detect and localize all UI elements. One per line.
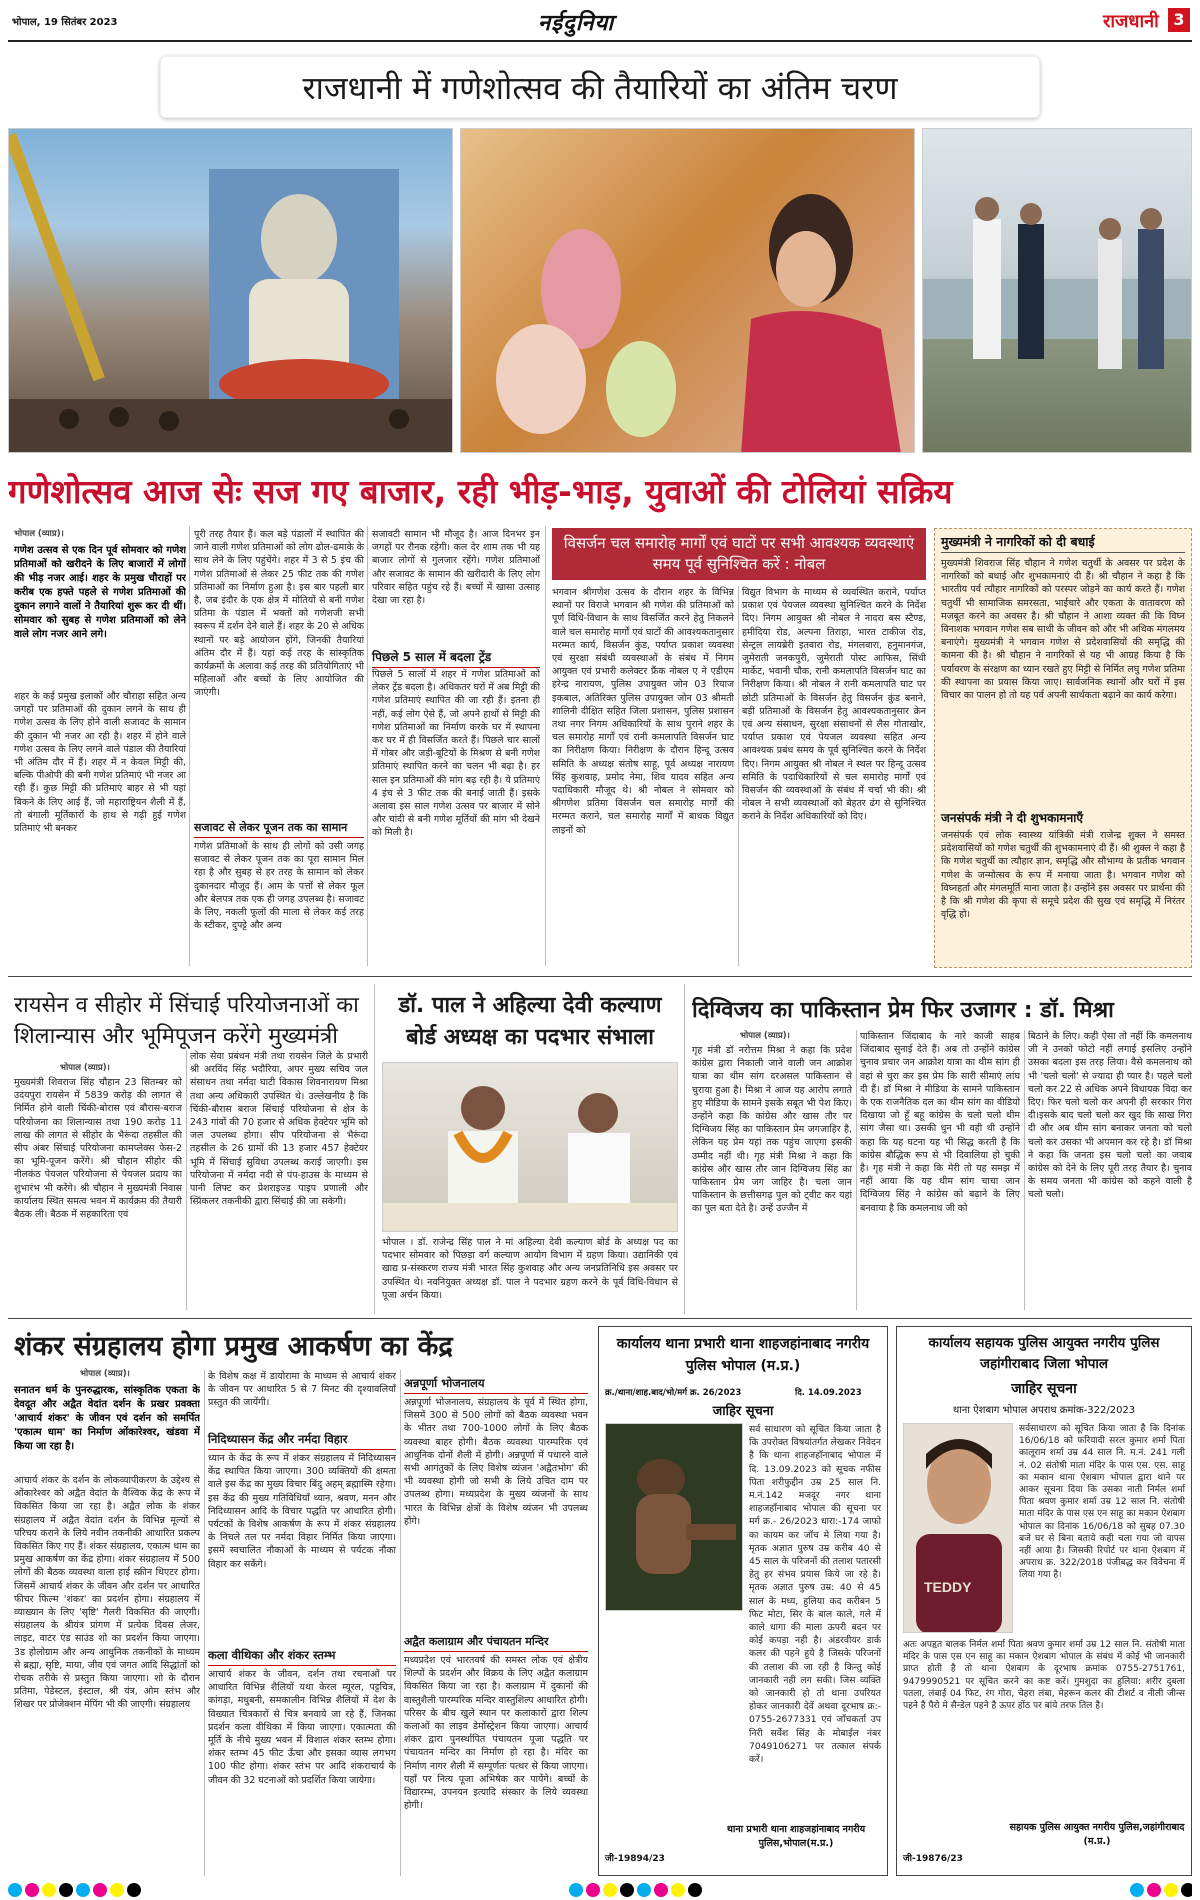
ganesh-idol-image bbox=[9, 129, 453, 453]
notice2-ref: थाना ऐशबाग भोपाल अपराध क्रमांक-322/2023 bbox=[952, 1405, 1136, 1416]
digvijay-col3: बिठाने के लिए। कही ऐसा तो नहीं कि कमलनाथ जी ने उनको फोटो नहीं लगाई इसलिए उन्होंने उसका बदला इस तरह लिया। वैसे कमलनाथ को भी 'चलो चलो' से ज्यादा ही प्यार है। पहले चलो चलो कर 22 से अधिक अपने विधायक विदा कर दिए। फिर चलो चलो कर अपनी ही सरकार गिरा दी।इसके बाद चलो चलो कर खुद कि साख गिरा दी और अब थीम सांग बनाकर जनता को चलो चलो कर उसका भी अपमान कर रहे है। डॉ मिश्रा ने कहा कि जनता इस चलो चलो का जवाब कांग्रेस को देने के लिए पूरी तरह तैयार है। चुनाव के समय जनता भी कांग्रेस को कहने वाली है चलो चलो। bbox=[1028, 1031, 1192, 1201]
lead-subhead-decor: सजावट से लेकर पूजन तक का सामान bbox=[194, 818, 364, 838]
lead-col2b: गणेश प्रतिमाओं के साथ ही लोगों को उसी जगह सजावट से लेकर पूजन तक का पूरा सामान मिल रहा है और सुबह से हर तरह के सामान को लेकर दुकानदार मौजूद हैं। आम के पत्तों से लेकर फूल और बेलपत्र तक एक ही जगह उपलब्ध है। सजावट के लिए, नकली फूलों की माला से लेकर कई तरह के स्टीकर, दुपट्टे और अन्य bbox=[194, 841, 364, 932]
notice1-date: दि. 14.09.2023 bbox=[795, 1388, 862, 1398]
banner bbox=[160, 56, 1040, 118]
lead-col2: पूरी तरह तैयार हैं। कल बड़े पंडालों में स्थापित की जाने वाली गणेश प्रतिमाओं को लोग ढोल-ढमाके के साथ लेने के लिए पहुंचेंगे। शहर में 3 से 5 इंच की गणेश प्रतिमाओं से लेकर 25 फीट तक की गणेश प्रतिमाओं का निर्माण हुआ है। इस बार पहली बार है, जब इंदौर के एक क्षेत्र में मोतियों से बनी गणेश प्रतिमा के पंडाल में भक्तों को गणेशजी सभी स्वरूप में दर्शन देने वाले हैं। शहर के 20 से अधिक स्थानों पर बड़े आयोजन होंगे, जिनकी तैयारियां अंतिम दौर में हैं। यहां कई तरह के सांस्कृतिक कार्यक्रमों के अलावा कई तरह की प्रतियोगिताएं भी महिलाओं और बच्चों के लिए आयोजित की जाएंगी। bbox=[194, 529, 364, 699]
shankar-col2b: ध्यान के केंद्र के रूप में शंकर संग्रहालय में निदिध्यासन केंद्र स्थापित किया जाएगा। 300 व्यक्तियों की क्षमता वाले इस केंद्र का मुख्य विचार बिंदु अहम् ब्रह्मास्मि रहेगा। इस केंद्र की मुख्य गतिविधियाँ ध्यान, श्रवण, मनन और निदिध्यासन आदि के विचार पद्धति पर आधारित होगी। पर्यटकों के विशेष आकर्षण के रूप में शंकर संग्रहालय के निचले तल पर नर्मदा विहार निर्मित किया जाएगा। इसमें स्वचालित नौकाओं के माध्यम से पर्यटक नौका विहार कर सकेंगे। bbox=[208, 1453, 396, 1570]
masthead bbox=[8, 4, 1192, 42]
shankar-dateline: भोपाल (व्याप्र)। bbox=[80, 1369, 130, 1379]
dateline: भोपाल, 19 सितंबर 2023 bbox=[12, 17, 118, 28]
lead-col3: सजावटी सामान भी मौजूद है। आज दिनभर इन जगहों पर रौनक रहेगी। कल देर शाम तक भी यह बाजार लोगों से गुलजार रहेंगे। गणेश प्रतिमाओं और सजावट के सामान की खरीदारी के लिए लोग परिवार सहित पहुंच रहे हैं। बच्चों में खासा उत्साह देखा जा रहा है। bbox=[372, 529, 540, 607]
notice1-ref: क्र./थाना/शाह.बाद/भो/मर्ग क्र. 26/2023 bbox=[605, 1388, 742, 1398]
photo-missing-boy bbox=[903, 1423, 1013, 1633]
lead-headline: गणेशोत्सव आज सेः सज गए बाजार, रही भीड़-भाड़, युवाओं की टोलियां सक्रिय bbox=[8, 472, 953, 511]
digvijay-headline: दिग्विजय का पाकिस्तान प्रेम फिर उजागर : डॉ. मिश्रा bbox=[692, 998, 1114, 1023]
notice2-office: कार्यालय सहायक पुलिस आयुक्त नगरीय पुलिस जहांगीराबाद जिला भोपाल bbox=[928, 1335, 1160, 1372]
digvijay-col2: पाकिस्तान जिंदाबाद के नारे काजी साहब जिंदाबाद सुनाई देते हैं। अब तो उन्होंने कांग्रेस चुनाव प्रचार जन आक्रोश यात्रा का थीम सांग ही वहां से चुरा कर इस प्रेम कि सारी सीमाएं लांघ दी हैं। डॉ मिश्रा ने मीडिया के सामने पाकिस्तान के एक राजनैतिक दल का थीम सांग का वीडियो दिखाया जो हूँ बहू कांग्रेस के चलो चलो थीम सांग जैसा था। उसकी धुन भी वही थी उन्होंने कहा कि यह घटना यह भी सिद्ध करती है कि कांग्रेस बौद्धिक रूप से भी दिवालिया हो चुकी है। गृह मंत्री ने कहा कि मेरी तो यह समझ में नहीं आया कि यह थीम सांग चाचा जान दिग्विजय सिंह ने कांग्रेस को बढ़ाने के लिए बनवाया है कि कमलनाथ जी को bbox=[860, 1031, 1020, 1214]
shankar-subhead-annapurna: अन्नपूर्णा भोजनालय bbox=[404, 1374, 588, 1394]
notice-shahjahanabad bbox=[598, 1326, 888, 1876]
digvijay-dateline: भोपाल (व्याप्र)। bbox=[740, 1031, 790, 1041]
photo-dr-pal bbox=[382, 1062, 678, 1232]
notice2-code: जी-19876/23 bbox=[903, 1854, 963, 1864]
banner-title: राजधानी में गणेशोत्सव की तैयारियों का अंतिम चरण bbox=[302, 68, 898, 107]
notice1-sign: थाना प्रभारी थाना शाहजहांनाबाद नगरीय पुलिस,भोपाल(म.प्र.) bbox=[726, 1824, 866, 1849]
raisen-headline: रायसेन व सीहोर में सिंचाई परियोजनाओं का शिलान्यास और भूमिपूजन करेंगे मुख्यमंत्री bbox=[14, 993, 359, 1049]
lead-dateline: भोपाल (व्याप्र)। bbox=[14, 529, 64, 539]
notice-jahangirabad bbox=[896, 1326, 1192, 1876]
notice2-body2: अतः अपहृत बालक निर्मल शर्मा पिता श्रवण कुमार शर्मा उम्र 12 साल नि. संतोषी माता मंदिर के पास एस एन साहू का मकान ऐशबाग भोपाल के संबंध में कोई भी जानकारी प्राप्त होती है तो थाना ऐशबाग के दूरभाष क्रमांक 0755-2751761, 9479990521 पर सूचित करने का कष्ट करें। गुमशुदा का हुलिया: शरीर दुबला पतला, लंबाई 04 फिट, रंग गोरा, चेहरा लंबा, मेहरून कलर की टीशर्ट व नीली जीन्स पहने है पैरो मे सैन्डेल पहने है ऊपर होंठ पर बांये तरफ तिल है। bbox=[903, 1640, 1185, 1712]
missing-boy-image bbox=[904, 1424, 1013, 1633]
lead-intro: गणेश उत्सव से एक दिन पूर्व सोमवार को गणेश प्रतिमाओं को खरीदने के लिए बाजारों में लोगों की भीड़ नजर आई। शहर के प्रमुख चौराहों पर करीब एक हफ्ते पहले से गणेश प्रतिमाओं की दुकान लगाने वालों ने तैयारियां शुरू कर दी थीं। सोमवार को सुबह से गणेश प्रतिमाओं को लेने वाले लोग नजर आने लगे। bbox=[14, 545, 186, 640]
officials-image bbox=[923, 129, 1192, 453]
lead-subhead-trend: पिछले 5 साल में बदला ट्रेंड bbox=[372, 646, 540, 668]
visarjan-col2: विद्युत विभाग के माध्यम से व्यवस्थित कराने, पर्याप्त प्रकाश एवं पेयजल व्यवस्था सुनिश्चित करने के निर्देश दिए। निगम आयुक्त श्री नोबल ने नादरा बस स्टैण्ड, हमीदिया रोड, अल्पना तिराहा, भारत टाकीज रोड, सेन्ट्रल लायब्रेरी इतवारा रोड, मंगलवारा, हनुमानगंज, जुमेराती जनकपुरी, जुमेराती पोस्ट आफिस, सिंधी मार्केट, भवानी चौक, रानी कमलापति विसर्जन घाट का निरीक्षण किया। श्री नोबल ने रानी कमलापति घाट पर छोटी प्रतिमाओं के विसर्जन हेतु विसर्जन कुंड बनाने, बड़ी प्रतिमाओं के विसर्जन हेतु आवश्यकतानुसार क्रेन एवं अन्य संसाधन, सुरक्षा संसाधनों से लैस गोताखोर, पर्याप्त प्रकाश एवं पेयजल व्यवस्था सहित अन्य आवश्यक प्रबंध समय के पूर्व सुनिश्चित करने के निर्देश दिए। निगम आयुक्त श्री नोबल ने स्थल पर हिन्दू उत्सव समिति के पदाधिकारियों से चल समारोह मार्गों एवं विसर्जन की व्यवस्थाओं के संबंध में चर्चा भी की। श्री नोबल ने सभी व्यवस्थाओं को बेहतर ढंग से सुनिश्चित कराने के निर्देश अधिकारियों को दिए। bbox=[742, 587, 926, 823]
shankar-col3: अन्नपूर्णा भोजनालय, संग्रहालय के पूर्व में स्थित होगा, जिसमें 300 से 500 लोगों को बैठक व्यवस्था भवन के भीतर तथा 700-1000 लोगों के लिए बैठक व्यवस्था बाहर होगी। बैठक व्यवस्था पारम्परिक एवं आधुनिक दोनों शैली में होगी। अन्नपूर्णा में पधारने वाले सभी आगंतुकों के लिए विशेष व्यंजन 'अद्वैतभोग' की भी व्यवस्था होगी जो सभी के लिये उचित दाम पर उपलब्ध होगा। मध्यप्रदेश के मुख्य व्यंजनों के साथ भारत के विभिन्न क्षेत्रों के विशेष व्यंजन भी उपलब्ध होंगे। bbox=[404, 1397, 588, 1527]
cm-wish-body2: जनसंपर्क एवं लोक स्वास्थ्य यांत्रिकी मंत्री राजेन्द्र शुक्ल ने समस्त प्रदेशवासियों को गणेश चतुर्थी की शुभकामनाएं दी हैं। श्री शुक्ल ने कहा है कि गणेश चतुर्थी का त्यौहार ज्ञान, समृद्धि और सौभाग्य के प्रतीक भगवान गणेश के जन्मोत्सव के रूप में मनाया जाता है। भगवान गणेश को विघ्नहर्ता और मंगलमूर्ति माना जाता है। उन्होंने इस अवसर पर प्रार्थना की है कि श्री गणेश की कृपा से समूचे प्रदेश की सुख एवं समृद्धि में निरंतर वृद्धि हो। bbox=[941, 830, 1185, 921]
notice1-body: सर्व साधारण को सूचित किया जाता है कि उपरोक्त विषयांतर्गत लेखकर निवेदन है कि थाना शाहजहाँनाबाद भोपाल में दि. 13.09.2023 को सूचक नफीस पिता शरीफुद्दीन उम्र 25 साल नि. म.नं.142 मजदूर नगर थाना शाहजहाँनाबाद भोपाल की सूचना पर मर्ग क्र.- 26/2023 धारा:-174 जाफो का कायम कर जॉच मे लिया गया है। मृतक अज्ञात पुरुष उम्र करीब 40 से 45 साल के परिजनों की तलाश पतारसी हेतु हर संभव प्रयास किये जा रहे है। मृतक अज्ञात पुरुष उम्र: 40 से 45 साल के मध्य, हुलिया कद करीबन 5 फिट मोटा, सिर के बाल काले, गले में काले धागा की माला ऊपरी बदन पर कोई कपड़ा नही है। अंडरवीयर डार्क कलर की पहने हुये है जिसके परिजनों की तलाश की जा रही है किन्तु कोई जानकारी नही लग सकी। जिस व्यक्ति को जानकारी हो तो थाना उपरियत होकर जानकारी देवें अथवा दूरभाष क्र:- 0755-2677331 एवं जाँचकर्ता उप निरी सर्वेश सिंह के मोबाईल नंबर 7049106271 पर तत्काल संपर्क करें। bbox=[749, 1424, 881, 1766]
paper-logo: नईदुनिया bbox=[538, 11, 615, 36]
woman-with-idols-image bbox=[461, 129, 915, 453]
cm-wish-body: मुख्यमंत्री शिवराज सिंह चौहान ने गणेश चतुर्थी के अवसर पर प्रदेश के नागरिकों को बधाई और शुभकामनाएं दी हैं। श्री चौहान ने कहा है कि भारतीय पर्व त्यौहार नागरिकों को परस्पर जोड़ने का कार्य करते हैं। गणेश चतुर्थी भी सामाजिक समरसता, भाईचारे और एकता के वातावरण को मजबूत करने का अवसर है। श्री चौहान ने आशा व्यक्त की कि विघ्न विनाशक भगवान गणेश सब साथी के जीवन को और भी अधिक मंगलमय बनाएंगे। मुख्यमंत्री ने भगवान गणेश से प्रदेशवासियों की समृद्धि की कामना की है। श्री चौहान ने नागरिकों से यह भी आग्रह किया है कि पर्यावरण के संरक्षण का ध्यान रखते हुए मिट्टी से निर्मित लघु गणेश प्रतिमा की स्थापना का प्रयास किया जाए। सार्वजनिक स्थानों और घरों में इस विचार का पालन हो तो यह पर्व अपनी सार्थकता बढ़ाने का कार्य करेगा। bbox=[941, 558, 1185, 702]
notice1-code: जी-19894/23 bbox=[605, 1854, 665, 1864]
shankar-col2: के विशेष कक्ष में डायोरामा के माध्यम से आचार्य शंकर के जीवन पर आधारित 5 से 7 मिनट की दृश्यावलियाँ प्रस्तुत की जायेंगी। bbox=[208, 1371, 396, 1409]
page-number: 3 bbox=[1168, 8, 1190, 32]
shankar-headline: शंकर संग्रहालय होगा प्रमुख आकर्षण का केंद्र bbox=[14, 1331, 453, 1362]
tshirt-text: TEDDY bbox=[924, 1579, 972, 1595]
shankar-subhead-kala: कला वीथिका और शंकर स्तम्भ bbox=[208, 1646, 396, 1666]
cm-wish-headline: मुख्यमंत्री ने नागरिकों को दी बधाई bbox=[941, 533, 1185, 553]
notice2-sign: सहायक पुलिस आयुक्त नगरीय पुलिस,जहांगीराबाद (म.प्र.) bbox=[1009, 1822, 1185, 1847]
shankar-col1: आचार्य शंकर के दर्शन के लोकव्यापीकरण के उद्देश्य से ओंकारेश्वर को अद्वैत वेदांत के वैश्विक केंद्र के रूप में विकसित किया जा रहा है। अद्वैत लोक के शंकर संग्रहालय में अद्वैत वेदांत दर्शन के विभिन्न मूल्यों से परिचय कराने के लिये नवीन तकनीकी आधारित प्रकल्प विकसित किए गए हैं। शंकर संग्रहालय, एकात्म धाम का प्रमुख आकर्षण का केंद्र होगा। शंकर संग्रहालय में 500 लोगों की बैठक व्यवस्था वाला हाई स्क्रीन थिएटर होगा। जिसमें आचार्य शंकर के जीवन और दर्शन पर आधारित फीचर फिल्म 'शंकर' का प्रदर्शन होगा। संग्रहालय में व्याख्यान के लिए 'सृष्टि' गैलरी विकसित की जाएगी। संग्रहालय के श्रीयंत्र प्रांगण में प्रत्येक दिवस लेजर, लाइट, वाटर एंड साउंड शो का प्रदर्शन किया जाएगा। 3ड होलोग्राम और अन्य आधुनिक तकनीकों के माध्यम से ब्रह्मा, सृष्टि, माया, जीव एवं जगत आदि सिद्धांतों को रोचक तरीके से प्रस्तुत किया जाएगा। शो के दौरान प्रतिमा, पेडेस्टल, इंस्टाल, श्री यंत्र, ओम स्तंभ और शिखर पर प्रोजेक्शन मेपिंग भी की जाएगी। संग्रहालय bbox=[14, 1475, 200, 1711]
raisen-col2: लोक सेवा प्रबंधन मंत्री तथा रायसेन जिले के प्रभारी श्री अरविंद सिंह भदौरिया, अपर मुख्य सचिव जल संसाधन तथा नर्मदा घाटी विकास शिवनारायण मिश्रा तथा अन्य अधिकारी उपस्थित थे। उल्लेखनीय है कि चिंकी-बौरास बराज सिंचाई परियोजना से क्षेत्र के 243 गांवों की 70 हजार से अधिक हेक्टेयर भूमि को जल उपलब्ध होगा। सीप परियोजना से भैरूंदा तहसील के 26 ग्रामों की 13 हजार 457 हेक्टेयर भूमि में सिंचाई सुविधा उपलब्ध कराई जाएगी। इस परियोजना में नर्मदा नदी से पंप-हाउस के माध्यम से पानी लिफ्ट कर प्रेशराइज्ड पाइप प्रणाली और स्प्रिंकलर तकनीकी द्वारा सिंचाई की जा सकेगी। bbox=[190, 1051, 368, 1208]
notice1-title: जाहिर सूचना bbox=[712, 1404, 774, 1419]
color-registration-marks bbox=[8, 1882, 1192, 1898]
notice2-body: सर्वसाधारण को सूचित किया जाता है कि दिनांक 16/06/18 को फरियादी सरल कुमार शर्मा पिता कालूराम शर्मा उम्र 44 साल नि. म.नं. 241 गली नं. 02 संतोषी माता मंदिर के पास एस. एस. साहू का मकान थाना ऐशबाग भोपाल द्वारा थाने पर आकर सूचना दिया कि उसका नाती निर्मल शर्मा पिता श्रवण कुमार शर्मा उम्र 12 साल नि. संतोषी माता मंदिर के पास एस एन साहू का मकान ऐशबाग भोपाल का दिनांक 16/06/18 को सुबह 07.30 बजे घर से बिना बताये कही चला गया जो वापस नहीं आया है। जिसकी रिपोर्ट पर थाना ऐशबाग में अपराध क्र. 322/2018 पंजीबद्ध कर विवेचना में लिया गया है। bbox=[1019, 1424, 1185, 1581]
section-title: राजधानी bbox=[1103, 11, 1159, 32]
shankar-subhead-nididhyasan: निदिध्यासन केंद्र और नर्मदा विहार bbox=[208, 1430, 396, 1450]
lead-col1: शहर के कई प्रमुख इलाकों और चौराहा सहित अन्य जगहों पर प्रतिमाओं की दुकान लगने के साथ ही गणेश उत्सव के लिए होने वाली सजावट के सामान की दुकान भी नजर आ रही है। शहर में होने वाले गणेश उत्सव के लिए लगने वाले पंडाल की तैयारियां भी अंतिम दौर में हैं। शहर में न केवल मिट्टी की, बल्कि पीओपी की बनी गणेश प्रतिमाएं भी नजर आ रही हैं। कुछ मिट्टी की प्रतिमाएं बाहर से भी यहां बिकने के लिए आई हैं, जो महाराष्ट्रियन शैली में हैं, तो बंगाली मूर्तिकारों के हाथ से गढ़ी हुई गणेश प्रतिमाएं भी बनकर bbox=[14, 691, 186, 835]
dr-pal-caption: भोपाल । डॉ. राजेन्द्र सिंह पाल ने मां अहिल्या देवी कल्याण बोर्ड के अध्यक्ष पद का पदभार सोमवार को पिछड़ा वर्ग कल्याण आयोग विभाग में ग्रहण किया। उद्यानिकी एवं खाद्य प्र-संस्करण राज्य मंत्री भारत सिंह कुशवाह और अन्य जनप्रतिनिधि इस अवसर पर उपस्थित थे। नवनियुक्त अध्यक्ष डॉ. पाल ने पदभार ग्रहण करने के पूर्व विधि-विधान से पूजा अर्चन किया। bbox=[382, 1237, 678, 1301]
visarjan-headline-box bbox=[552, 528, 926, 580]
photo-ganesh-idol bbox=[8, 128, 453, 453]
raisen-col1: मुख्यमंत्री शिवराज सिंह चौहान 23 सितम्बर को उदयपुरा रायसेन में 5839 करोड़ की लागत से निर्मित होने वाली चिंकी-बोरास एवं बौरास-बराज परियोजना का शिलान्यास तथा 190 करोड़ 11 लाख की लागत से सीहोर के भैरूंदा तहसील की सीप अंबर सिंचाई परियोजना कामप्लेक्स फेस-2 का भूमि-पूजन करेंगे। श्री चौहान सीहोर की नीलकंठ पेयजल परियोजना से पेयजल प्रदाय का शुभारंभ भी करेंगे। श्री चौहान ने मुख्यमंत्री निवास कार्यालय स्थित समत्व भवन में कार्यक्रम की तैयारी बैठक ली। बैठक में सहकारिता एवं bbox=[14, 1077, 182, 1221]
shankar-subhead-kalagram: अद्वैत कलाग्राम और पंचायतन मन्दिर bbox=[404, 1632, 588, 1652]
shankar-col3b: मध्यप्रदेश एवं भारतवर्ष की समस्त लोक एवं क्षेत्रीय शिल्पों के प्रदर्शन और विक्रय के लिए अद्वैत कलाग्राम विकसित किया जा रहा है। कलाग्राम में दुकानों की वास्तुशैली पारम्परिक मन्दिर वास्तुशिल्प आधारित होगी। परिसर के बीच खुले स्थान पर कलाकारों द्वारा शिल्प कलाओं का लाइव डेमोंस्ट्रेशन किया जाएगा। आचार्य शंकर द्वारा पुनर्स्थापित पंचायतन पूजा पद्धति पर पंचायतन मन्दिर का निर्माण हो रहा है। मंदिर का निर्माण नागर शैली में सम्पूर्णतः पत्थर से किया जाएगा। यहाँ पर नित्य पूजा अभिषेक कर पायेंगे। बच्चों के विद्यारम्भ, उपनयन इत्यादि संस्कार के लिये व्यवस्था होगी। bbox=[404, 1655, 588, 1812]
lead-col3b: पिछले 5 सालों में शहर में गणेश प्रतिमाओं को लेकर ट्रेंड बदला है। अधिकतर घरों में अब मिट्टी की गणेश प्रतिमाएं स्थापित की जा रही हैं। इतना ही नहीं, कई लोग ऐसे हैं, जो अपने हाथों से मिट्टी की गणेश प्रतिमाओं का निर्माण करके घर में स्थापना कर घर में ही विसर्जित करते हैं। पिछले चार सालों में गोबर और जड़ी-बूटियों के मिश्रण से बनी गणेश प्रतिमाएं स्थापित करने का चलन भी बढ़ा है। हर साल इन प्रतिमाओं की मांग बढ़ रही है। ये प्रतिमाएं 4 इंच से 3 फीट तक की बनाई जाती हैं। इसके अलावा इस साल गणेश उत्सव पर बाजार में सोने और चांदी से बनी गणेश मूर्तियों की मांग भी देखने को मिली है। bbox=[372, 669, 540, 839]
shankar-col2c: आचार्य शंकर के जीवन, दर्शन तथा रचनाओं पर आधारित विभिन्न शैलियों यथा केरल म्यूरल, पट्टचित्र, कांगड़ा, मधुबनी, समकालीन विभिन्न शैलियों में देश के विख्यात चित्रकारों से चित्र बनवाये जा रहे हैं, जिनका प्रदर्शन कला वीथिका में किया जाएगा। एकात्मता की मूर्ति के नीचे मुख्य भवन में विशाल शंकर स्तम्भ होगा। शंकर स्तम्भ 45 फीट ऊँचा और इसका व्यास लगभग 100 फीट होगा। शंकर स्तंभ पर आदि शंकराचार्य के जीवन की 32 घटनाओं को प्रदर्शित किया जायेगा। bbox=[208, 1669, 396, 1786]
photo-woman-idols bbox=[460, 128, 915, 453]
raisen-dateline: भोपाल (व्याप्र)। bbox=[60, 1063, 110, 1073]
dr-pal-image bbox=[383, 1063, 678, 1232]
cm-wish-subhead: जनसंपर्क मंत्री ने दी शुभकामनाएँ bbox=[941, 811, 1083, 825]
dr-pal-headline: डॉ. पाल ने अहिल्या देवी कल्याण बोर्ड अध्यक्ष का पदभार संभाला bbox=[398, 993, 662, 1050]
visarjan-col1: भगवान श्रीगणेश उत्सव के दौरान शहर के विभिन्न स्थानों पर विराजे भगवान श्री गणेश की प्रतिमाओं को पूर्ण विधि-विधान के साथ विसर्जित करने हेतु निकलने वाले चल समारोह मार्गों एवं घाटों की आवश्यकतानुसार मरम्मत कार्य, विसर्जन कुंड, पर्याप्त प्रकाश व्यवस्था एवं सुरक्षा संबंधी व्यवस्थाओं के संबंध में निगम आयुक्त एवं प्रभारी कलेक्टर फ्रैंक नोबल ए ने एडीएम हरेन्द्र नारायण, पुलिस उपायुक्त जोन 03 रियाज इकबाल, अतिरिक्त पुलिस उपायुक्त जोन 03 श्रीमती शालिनी दीक्षित सहित जिला प्रशासन, पुलिस प्रशासन तथा नगर निगम अधिकारियों के साथ पुराने शहर के चल समारोह मार्गों एवं रानी कमलापति विसर्जन घाट का निरीक्षण किया। निरीक्षण के दौरान हिन्दू उत्सव समिति के अध्यक्ष संतोष साहू, पूर्व अध्यक्ष नारायण सिंह कुशवाह, प्रमोद नेमा, शिव यादव सहित अन्य पदाधिकारी मौजूद थे। श्री नोबल ने सोमवार को श्रीगणेश प्रतिमा विसर्जन चल समारोह मार्गों की मरम्मत कराने, चल समारोह मार्गों में बाधक विद्युत लाइनों को bbox=[552, 587, 734, 836]
shankar-intro: सनातन धर्म के पुनरुद्धारक, सांस्कृतिक एकता के देवदूत और अद्वैत वेदांत दर्शन के प्रखर प्रवक्ता 'आचार्य शंकर' के जीवन एवं दर्शन को समर्पित 'एकात्म धाम' का निर्माण ओंकारेश्वर, खंडवा में किया जा रहा है। bbox=[14, 1385, 200, 1452]
photo-officials-inspection bbox=[922, 128, 1192, 453]
cm-wish-box bbox=[934, 528, 1192, 968]
notice1-office: कार्यालय थाना प्रभारी थाना शाहजहांनाबाद नगरीय पुलिस भोपाल (म.प्र.) bbox=[616, 1336, 870, 1374]
digvijay-col1: गृह मंत्री डॉ नरोत्तम मिश्रा ने कहा कि प्रदेश कांग्रेस द्वारा निकाली जाने वाली जन आक्रोश यात्रा का थीम सांग दरअसल पाकिस्तान से चुराया हुआ है। मिश्रा ने आज यह आरोप लगाते हुए मीडिया के सामने इसके सबूत भी पेश किए। उन्होंने कहा कि कांग्रेस और खास तौर पर दिग्विजय सिंह का पाकिस्तान प्रेम जगजाहिर है, लेकिन यह प्रेम यहां तक पहुंच जाएगा इसकी उम्मीद नहीं थी। गृह मंत्री मिश्रा ने कहा कि कांग्रेस और खास तौर जान दिग्विजय सिंह का पाकिस्तान प्रेम जग जाहिर है। चला जान पाकिस्तान के छत्तीसगढ़ पुल को ट्वीट कर यहां का पुल बता देते है। उन्हें उज्जैन में bbox=[692, 1045, 852, 1215]
notice2-title: जाहिर सूचना bbox=[1011, 1381, 1077, 1397]
visarjan-headline: विसर्जन चल समारोह मार्गों एवं घाटों पर सभी आवश्यक व्यवस्थाएं समय पूर्व सुनिश्चित करें : नोबल bbox=[563, 534, 915, 573]
